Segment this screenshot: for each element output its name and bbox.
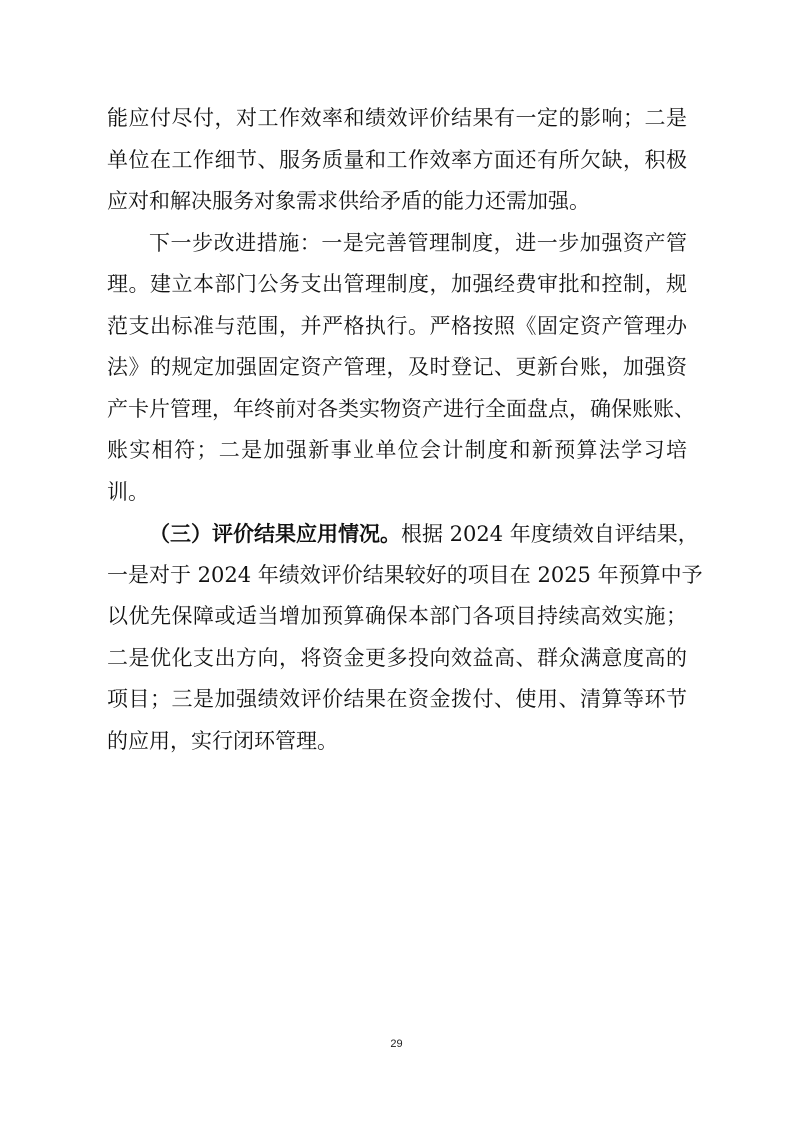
text-line: 的应用，实行闭环管理。 bbox=[107, 728, 338, 753]
paragraph-problems bbox=[107, 98, 687, 223]
text-line: 项目；三是加强绩效评价结果在资金拨付、使用、清算等环节 bbox=[107, 687, 687, 711]
paragraph-improvement-measures bbox=[107, 223, 695, 514]
text-line: 账实相符；二是加强新事业单位会计制度和新预算法学习培 bbox=[107, 438, 687, 462]
text-line: 单位在工作细节、服务质量和工作效率方面还有所欠缺，积极 bbox=[107, 147, 687, 172]
text-line: 理。建立本部门公务支出管理制度，加强经费审批和控制，规 bbox=[107, 272, 687, 296]
paragraph-evaluation-results bbox=[107, 513, 703, 762]
text-line: 产卡片管理，年终前对各类实物资产进行全面盘点，确保账账、 bbox=[107, 396, 695, 421]
text-line: 范支出标准与范围，并严格执行。严格按照《固定资产管理办 bbox=[107, 313, 687, 338]
text-line bbox=[107, 513, 699, 555]
section-heading: （三）评价结果应用情况。 bbox=[149, 521, 401, 546]
text-line: 法》的规定加强固定资产管理，及时登记、更新台账，加强资 bbox=[107, 355, 687, 379]
page-number: 29 bbox=[390, 1038, 403, 1050]
text-line: 一是对于 2024 年绩效评价结果较好的项目在 2025 年预算中予 bbox=[107, 562, 703, 587]
text-line: 二是优化支出方向，将资金更多投向效益高、群众满意度高的 bbox=[107, 645, 687, 670]
text-line: 训。 bbox=[107, 479, 149, 504]
text-line: 能应付尽付，对工作效率和绩效评价结果有一定的影响；二是 bbox=[107, 106, 687, 130]
text-line: 以优先保障或适当增加预算确保本部门各项目持续高效实施； bbox=[107, 604, 687, 628]
text-fragment: 根据 2024 年度绩效自评结果， bbox=[401, 522, 699, 546]
body-text bbox=[107, 98, 703, 762]
text-line: 下一步改进措施：一是完善管理制度，进一步加强资产管 bbox=[149, 230, 687, 255]
text-line: 应对和解决服务对象需求供给矛盾的能力还需加强。 bbox=[107, 189, 590, 213]
